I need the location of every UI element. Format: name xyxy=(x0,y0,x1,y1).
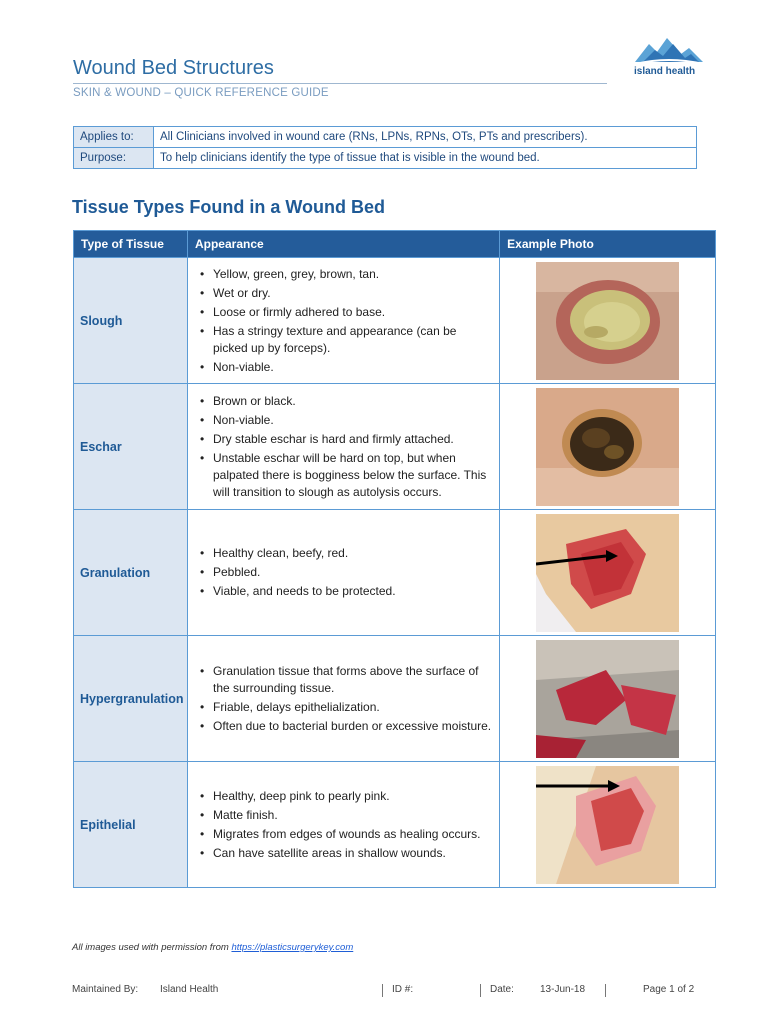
footer-divider xyxy=(382,984,383,997)
page-number: Page 1 of 2 xyxy=(643,984,695,995)
bullet-list xyxy=(213,393,491,501)
appearance-cell xyxy=(187,510,499,636)
list-item: • Pebbled. xyxy=(213,564,491,581)
tissue-type: Eschar xyxy=(74,384,188,510)
date-value: 13-Jun-18 xyxy=(540,984,586,995)
list-item: • Yellow, green, grey, brown, tan. xyxy=(213,266,491,283)
list-item: • Healthy, deep pink to pearly pink. xyxy=(213,788,491,805)
table-row xyxy=(74,636,716,762)
bullet-list xyxy=(213,266,491,376)
photo-cell xyxy=(500,384,716,510)
tissue-type: Hypergranulation xyxy=(74,636,188,762)
list-item: • Granulation tissue that forms above the surface of the surrounding tissue. xyxy=(213,663,491,697)
photo-cell xyxy=(500,762,716,888)
image-credit xyxy=(72,942,353,953)
list-item: • Matte finish. xyxy=(213,807,491,824)
photo-cell xyxy=(500,636,716,762)
list-item: • Has a stringy texture and appearance (can be picked up by forceps). xyxy=(213,323,491,357)
list-item: • Friable, delays epithelialization. xyxy=(213,699,491,716)
appearance-cell xyxy=(187,762,499,888)
appearance-cell xyxy=(187,384,499,510)
logo-text: island health xyxy=(634,66,696,77)
page-title: Wound Bed Structures xyxy=(73,57,274,79)
page-footer xyxy=(72,984,702,1000)
image-credit-text: All images used with permission from xyxy=(72,942,232,953)
bullet-list xyxy=(213,663,491,735)
list-item: • Can have satellite areas in shallow wounds. xyxy=(213,845,491,862)
info-table xyxy=(73,126,697,169)
list-item: • Dry stable eschar is hard and firmly attached. xyxy=(213,431,491,448)
info-row-purpose xyxy=(74,148,697,169)
info-value: To help clinicians identify the type of tissue that is visible in the wound bed. xyxy=(154,148,697,169)
table-row xyxy=(74,384,716,510)
info-key: Purpose: xyxy=(74,148,154,169)
photo-cell xyxy=(500,510,716,636)
maintained-value: Island Health xyxy=(160,984,219,995)
info-row-applies xyxy=(74,127,697,148)
bullet-list xyxy=(213,788,491,862)
id-label: ID #: xyxy=(392,984,414,995)
hypergranulation-photo xyxy=(536,640,679,758)
credit-link[interactable]: https://plasticsurgerykey.com xyxy=(231,942,354,953)
list-item: • Healthy clean, beefy, red. xyxy=(213,545,491,562)
maintained-label: Maintained By: xyxy=(72,984,139,995)
tissue-type: Epithelial xyxy=(74,762,188,888)
column-header-photo: Example Photo xyxy=(500,231,716,258)
appearance-cell xyxy=(187,636,499,762)
granulation-photo xyxy=(536,514,679,632)
list-item: • Brown or black. xyxy=(213,393,491,410)
footer-divider xyxy=(480,984,481,997)
footer-divider xyxy=(605,984,606,997)
table-row xyxy=(74,258,716,384)
eschar-photo xyxy=(536,388,679,506)
list-item: • Non-viable. xyxy=(213,359,491,376)
list-item: • Often due to bacterial burden or excessive moisture. xyxy=(213,718,491,735)
info-value: All Clinicians involved in wound care (RNs, LPNs, RPNs, OTs, PTs and prescribers). xyxy=(154,127,697,148)
slough-photo xyxy=(536,262,679,380)
list-item: • Migrates from edges of wounds as healing occurs. xyxy=(213,826,491,843)
date-label: Date: xyxy=(490,984,514,995)
epithelial-photo xyxy=(536,766,679,884)
list-item: • Wet or dry. xyxy=(213,285,491,302)
column-header-appearance: Appearance xyxy=(187,231,499,258)
list-item: • Viable, and needs to be protected. xyxy=(213,583,491,600)
list-item: • Non-viable. xyxy=(213,412,491,429)
bullet-list xyxy=(213,545,491,600)
title-divider xyxy=(73,83,607,84)
table-header-row xyxy=(74,231,716,258)
list-item: • Loose or firmly adhered to base. xyxy=(213,304,491,321)
tissue-type: Slough xyxy=(74,258,188,384)
tissue-table xyxy=(73,230,716,888)
list-item: • Unstable eschar will be hard on top, but when palpated there is bogginess below the surface. This will transition to slough as autolysis occurs. xyxy=(213,450,491,501)
photo-cell xyxy=(500,258,716,384)
appearance-cell xyxy=(187,258,499,384)
info-key: Applies to: xyxy=(74,127,154,148)
page-subtitle: SKIN & WOUND – QUICK REFERENCE GUIDE xyxy=(73,87,329,99)
tissue-type: Granulation xyxy=(74,510,188,636)
column-header-type: Type of Tissue xyxy=(74,231,188,258)
section-heading: Tissue Types Found in a Wound Bed xyxy=(72,197,386,217)
table-row xyxy=(74,510,716,636)
table-row xyxy=(74,762,716,888)
